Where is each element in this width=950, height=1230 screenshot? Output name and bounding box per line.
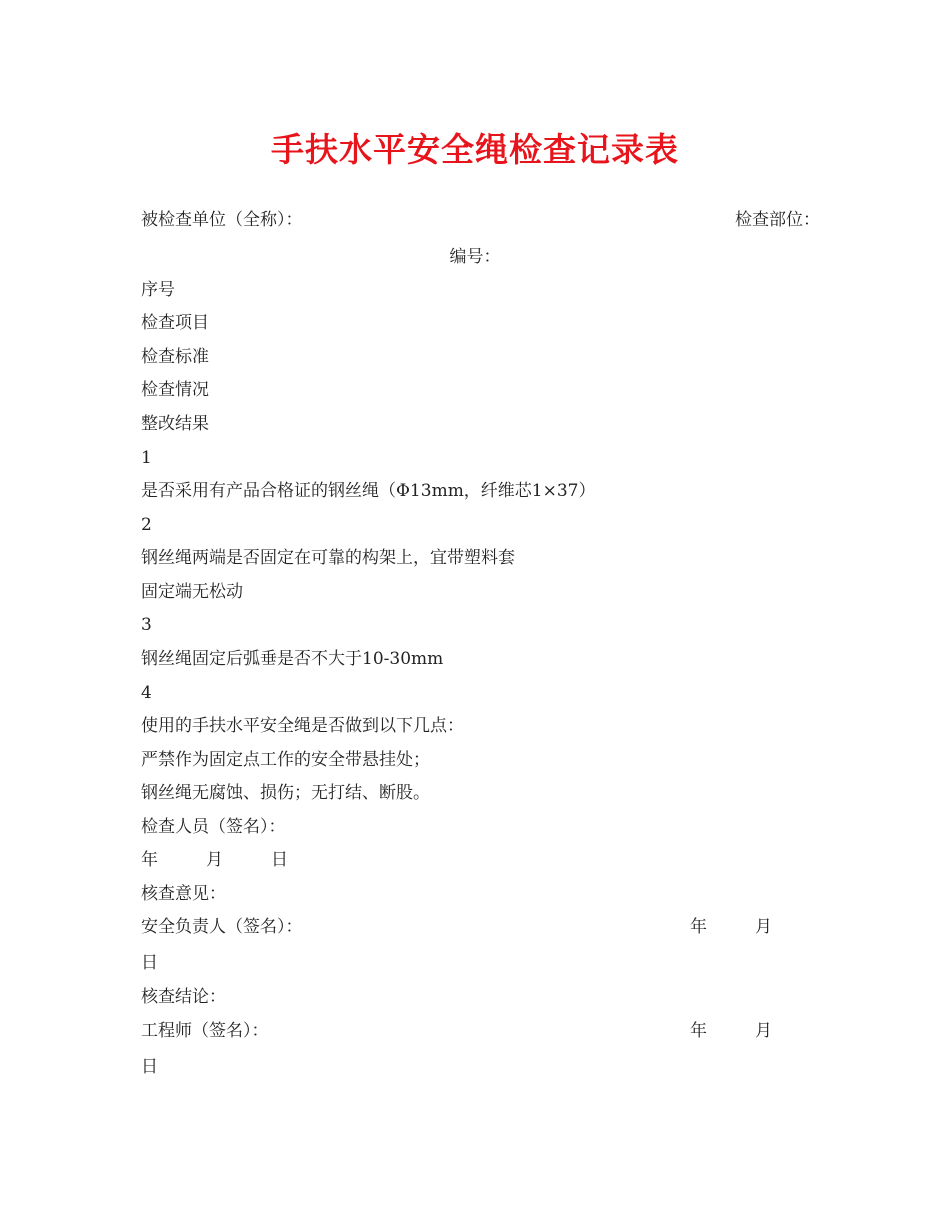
item-number: 2 — [141, 515, 152, 535]
column-header-result: 整改结果 — [141, 414, 209, 434]
item-text: 钢丝绳固定后弧垂是否不大于10-30mm — [141, 649, 444, 669]
item-number: 1 — [141, 448, 152, 468]
inspected-unit-label: 被检查单位（全称）： — [141, 210, 303, 230]
review-opinion-label: 核查意见： — [141, 884, 226, 904]
item-text: 固定端无松动 — [141, 582, 243, 602]
inspector-date-year: 年 — [141, 850, 158, 870]
item-text: 钢丝绳无腐蚀、损伤；无打结、断股。 — [141, 783, 430, 803]
engineer-date-year: 年 — [690, 1021, 707, 1041]
safety-officer-date-year: 年 — [690, 917, 707, 937]
serial-number-label: 编号： — [449, 247, 501, 267]
document-title: 手扶水平安全绳检查记录表 — [271, 130, 679, 169]
column-header-standard: 检查标准 — [141, 347, 209, 367]
item-text: 钢丝绳两端是否固定在可靠的构架上，宜带塑料套 — [141, 548, 515, 568]
item-text: 是否采用有产品合格证的钢丝绳（Φ13mm，纤维芯1×37） — [141, 481, 596, 501]
engineer-date-day: 日 — [141, 1057, 158, 1077]
column-header-no: 序号 — [141, 280, 175, 300]
inspector-date-month: 月 — [206, 850, 223, 870]
item-number: 3 — [141, 615, 152, 635]
inspected-part-label: 检查部位： — [735, 210, 820, 230]
engineer-signature-label: 工程师（签名）： — [141, 1021, 269, 1041]
safety-officer-date-month: 月 — [755, 917, 772, 937]
engineer-date-month: 月 — [755, 1021, 772, 1041]
safety-officer-date-day: 日 — [141, 953, 158, 973]
item-text: 使用的手扶水平安全绳是否做到以下几点： — [141, 716, 464, 736]
item-number: 4 — [141, 683, 152, 703]
column-header-status: 检查情况 — [141, 380, 209, 400]
review-conclusion-label: 核查结论： — [141, 987, 226, 1007]
item-text: 严禁作为固定点工作的安全带悬挂处； — [141, 750, 430, 770]
safety-officer-signature-label: 安全负责人（签名）： — [141, 917, 303, 937]
inspector-signature-label: 检查人员（签名）： — [141, 817, 286, 837]
inspector-date-day: 日 — [271, 850, 288, 870]
column-header-item: 检查项目 — [141, 313, 209, 333]
